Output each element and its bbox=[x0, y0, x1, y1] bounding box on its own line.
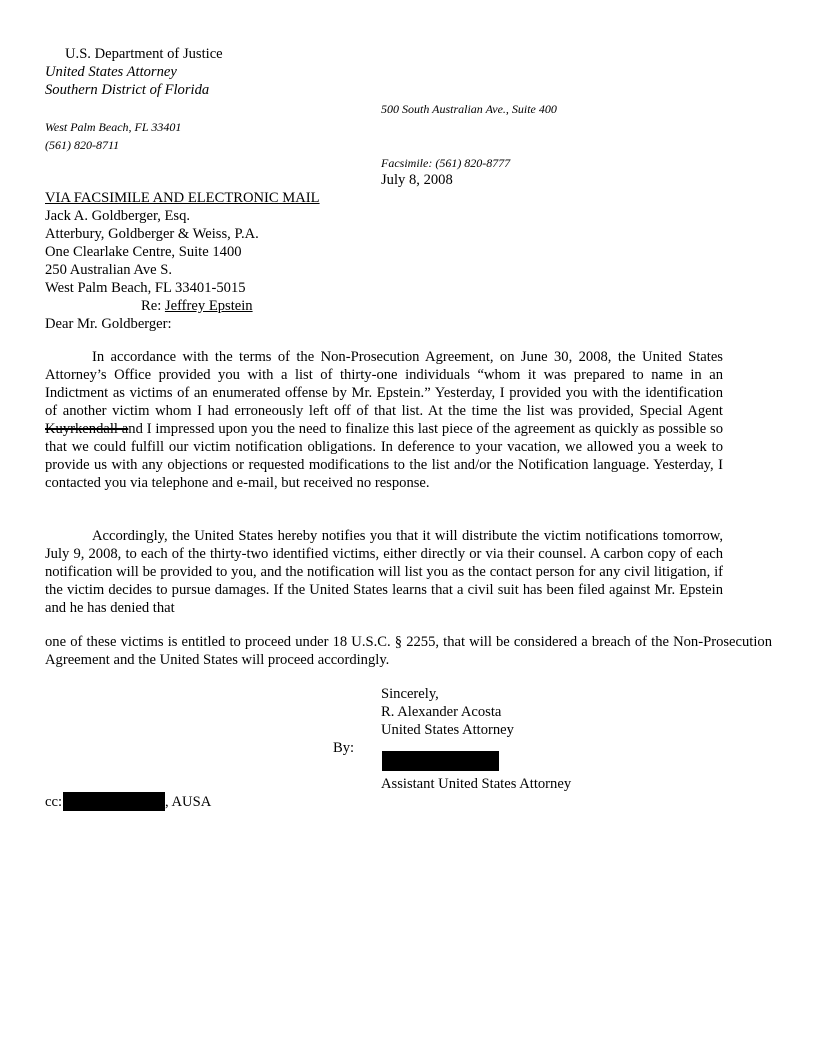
by-label: By: bbox=[333, 740, 355, 756]
letter-date: July 8, 2008 bbox=[381, 172, 453, 188]
address-city: West Palm Beach, FL 33401 bbox=[45, 120, 182, 134]
cc-label: cc: bbox=[45, 794, 63, 810]
delivery-method: VIA FACSIMILE AND ELECTRONIC MAIL bbox=[45, 190, 320, 206]
department-name: U.S. Department of Justice bbox=[65, 46, 223, 62]
recipient-street: 250 Australian Ave S. bbox=[45, 262, 173, 278]
body-paragraph-3 bbox=[45, 633, 772, 669]
body-paragraph-2 bbox=[45, 527, 723, 617]
office-name: United States Attorney bbox=[45, 64, 177, 80]
redacted-signature-block bbox=[382, 751, 499, 771]
signer-title: United States Attorney bbox=[381, 722, 514, 738]
recipient-building: One Clearlake Centre, Suite 1400 bbox=[45, 244, 242, 260]
phone-number: (561) 820-8711 bbox=[45, 138, 120, 152]
salutation: Dear Mr. Goldberger: bbox=[45, 316, 172, 332]
valediction: Sincerely, bbox=[381, 686, 439, 702]
paragraph-2-text: Accordingly, the United States hereby notifies you that it will distribute the victim notifications tomorrow, July 9, 2008, to each of the thirty-two identified victims, either directly or via their counsel. A carbon copy of each notification will be provided to you, and the notification will list you as the contact person for any civil litigation, if the victim decides to pursue damages. If the United States learns that a civil suit has been filed against Mr. Epstein and he has denied that bbox=[45, 528, 723, 616]
struck-text: Kuyrkendall a bbox=[45, 421, 129, 437]
paragraph-1-text-start: In accordance with the terms of the Non-Prosecution Agreement, on June 30, 2008, the United States Attorney’s Office provided you with a list of thirty-one individuals “whom it was prepared to name in an Indictment as victims of an enumerated offense by Mr. Epstein.” Yesterday, I provided you with the identification of another victim whom I had erroneously left off of that list. At the time the list was provided, Special Agent bbox=[45, 349, 723, 419]
re-label: Re: bbox=[141, 298, 165, 314]
paragraph-1-text-end: nd I impressed upon you the need to finalize this last piece of the agreement as quickly as possible so that we could fulfill our victim notification obligations. In deference to your vacation, we allowed you a week to provide us with any objections or requested modifications to the list and/or the Notification language. Yesterday, I contacted you via telephone and e-mail, but received no response. bbox=[45, 421, 724, 491]
re-line bbox=[141, 297, 253, 315]
redacted-cc-name bbox=[63, 792, 165, 811]
signer-name: R. Alexander Acosta bbox=[381, 704, 502, 720]
address-street: 500 South Australian Ave., Suite 400 bbox=[381, 102, 557, 116]
cc-line bbox=[45, 793, 211, 811]
recipient-name: Jack A. Goldberger, Esq. bbox=[45, 208, 191, 224]
body-paragraph-1 bbox=[45, 348, 723, 492]
facsimile-number: Facsimile: (561) 820-8777 bbox=[381, 156, 511, 170]
district-name: Southern District of Florida bbox=[45, 82, 210, 98]
recipient-firm: Atterbury, Goldberger & Weiss, P.A. bbox=[45, 226, 259, 242]
cc-suffix: , AUSA bbox=[165, 794, 212, 810]
assistant-title: Assistant United States Attorney bbox=[381, 776, 572, 792]
re-subject: Jeffrey Epstein bbox=[164, 298, 253, 314]
paragraph-3-text: one of these victims is entitled to proceed under 18 U.S.C. § 2255, that will be considered a breach of the Non-Prosecution Agreement and the United States will proceed accordingly. bbox=[45, 634, 772, 668]
recipient-city: West Palm Beach, FL 33401-5015 bbox=[45, 280, 246, 296]
